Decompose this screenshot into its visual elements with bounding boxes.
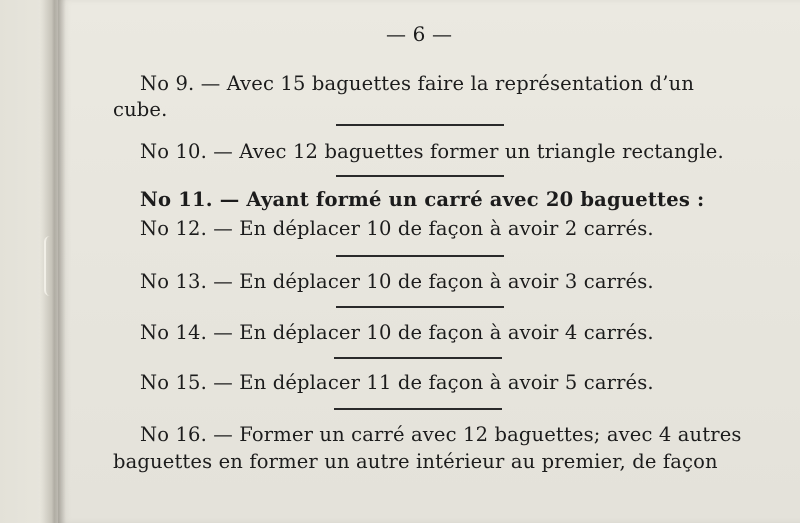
exercise-11: No 11. — Ayant formé un carré avec 20 baguettes : <box>140 188 705 211</box>
exercise-9-line-1: No 9. — Avec 15 baguettes faire la représentation d’un <box>140 72 695 95</box>
separator-rule <box>336 255 504 257</box>
separator-rule <box>334 408 502 410</box>
exercise-16-line-2: baguettes en former un autre intérieur au premier, de façon <box>113 450 718 473</box>
separator-rule <box>336 124 504 126</box>
exercise-15: No 15. — En déplacer 11 de façon à avoir 5 carrés. <box>140 371 654 394</box>
separator-rule <box>336 175 504 177</box>
separator-rule <box>336 306 504 308</box>
separator-rule <box>334 357 502 359</box>
page-number: — 6 — <box>386 22 453 46</box>
exercise-9-line-2: cube. <box>113 98 168 121</box>
exercise-13: No 13. — En déplacer 10 de façon à avoir 3 carrés. <box>140 270 654 293</box>
exercise-14: No 14. — En déplacer 10 de façon à avoir 4 carrés. <box>140 321 654 344</box>
exercise-10: No 10. — Avec 12 baguettes former un triangle rectangle. <box>140 140 724 163</box>
exercise-16-line-1: No 16. — Former un carré avec 12 baguettes; avec 4 autres <box>140 423 742 446</box>
exercise-12: No 12. — En déplacer 10 de façon à avoir 2 carrés. <box>140 217 654 240</box>
binding-thread <box>44 236 56 296</box>
